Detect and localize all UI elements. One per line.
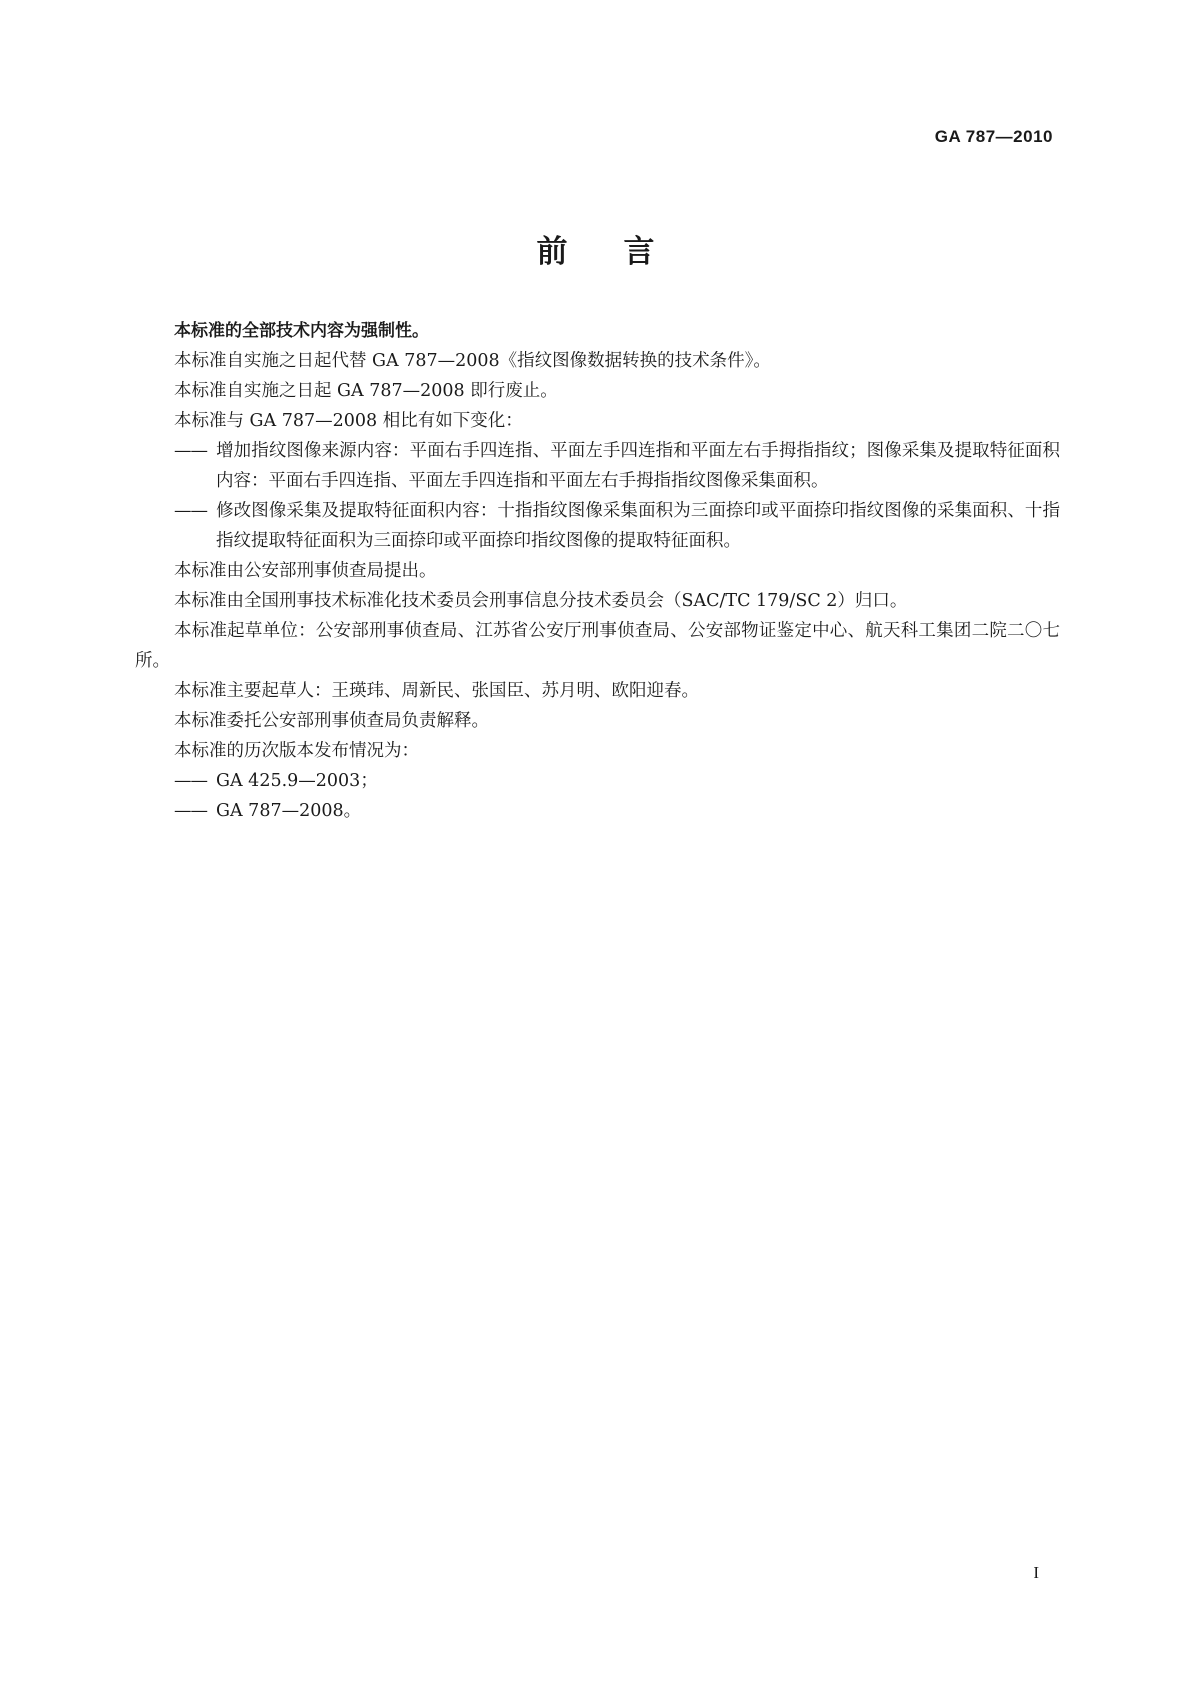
document-body [135, 316, 1060, 826]
dash-marker: —— [174, 501, 207, 521]
paragraph-drafting-units: 本标准起草单位：公安部刑事侦查局、江苏省公安厅刑事侦查局、公安部物证鉴定中心、航天科工集团二院二〇七所。 [135, 621, 1060, 671]
paragraph-changes-intro: 本标准与 GA 787—2008 相比有如下变化： [174, 411, 523, 431]
history-item-text: GA 787—2008。 [216, 801, 362, 821]
change-item [135, 496, 1060, 556]
dash-marker: —— [174, 441, 207, 461]
change-item-text: 增加指纹图像来源内容：平面右手四连指、平面左手四连指和平面左右手拇指指纹；图像采集及提取特征面积内容：平面右手四连指、平面左手四连指和平面左右手拇指指纹图像采集面积。 [216, 441, 1060, 491]
page-number: I [1033, 1563, 1039, 1582]
document-code: GA 787—2010 [934, 127, 1053, 146]
change-item [135, 436, 1060, 496]
paragraph-drafters: 本标准主要起草人：王瑛玮、周新民、张国臣、苏月明、欧阳迎春。 [174, 681, 699, 701]
dash-marker: —— [174, 771, 207, 791]
dash-marker: —— [174, 801, 207, 821]
change-item-text: 修改图像采集及提取特征面积内容：十指指纹图像采集面积为三面捺印或平面捺印指纹图像的采集面积、十指指纹提取特征面积为三面捺印或平面捺印指纹图像的提取特征面积。 [216, 501, 1060, 551]
paragraph-proposer: 本标准由公安部刑事侦查局提出。 [174, 561, 437, 581]
history-item [135, 766, 1060, 796]
paragraph-interpretation: 本标准委托公安部刑事侦查局负责解释。 [174, 711, 489, 731]
paragraph-history-intro: 本标准的历次版本发布情况为： [174, 741, 419, 761]
history-item-text: GA 425.9—2003； [216, 771, 378, 791]
paragraph-abolished: 本标准自实施之日起 GA 787—2008 即行废止。 [174, 381, 558, 401]
page-title: 前言 [536, 234, 711, 270]
mandatory-statement: 本标准的全部技术内容为强制性。 [174, 321, 429, 341]
paragraph-replaces: 本标准自实施之日起代替 GA 787—2008《指纹图像数据转换的技术条件》。 [174, 351, 771, 371]
history-item [135, 796, 1060, 826]
paragraph-centralized: 本标准由全国刑事技术标准化技术委员会刑事信息分技术委员会（SAC/TC 179/SC 2）归口。 [174, 591, 908, 611]
